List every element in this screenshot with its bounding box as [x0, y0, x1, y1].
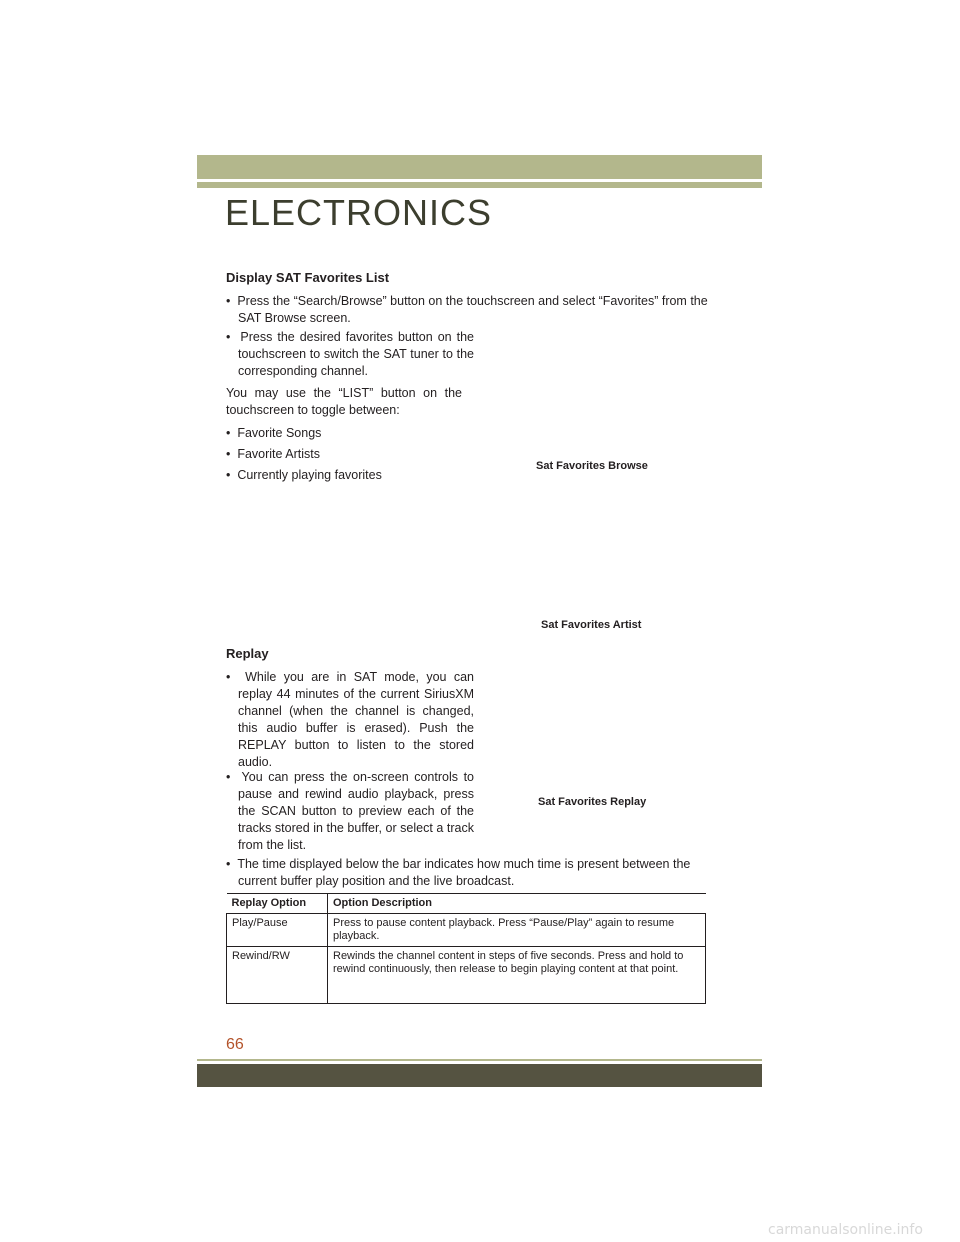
footer-band [197, 1064, 762, 1087]
watermark: carmanualsonline.info [768, 1222, 923, 1238]
replay-heading: Replay [226, 646, 269, 661]
favorites-bullet-2: • Press the desired favorites button on the touchscreen to switch the SAT tuner to the corresponding channel. [226, 329, 474, 380]
table-cell-description: Rewinds the channel content in steps of five seconds. Press and hold to rewind continuously, then release to begin playing content at that point. [328, 947, 706, 1004]
table-row [227, 947, 706, 1004]
replay-bullet-3: • The time displayed below the bar indicates how much time is present between the current buffer play position and the live broadcast. [226, 856, 722, 890]
table-header-row [227, 894, 706, 914]
header-rule [197, 182, 762, 188]
favorites-bullet-1: • Press the “Search/Browse” button on the touchscreen and select “Favorites” from the SAT Browse screen. [226, 293, 722, 327]
footer-rule [197, 1059, 762, 1061]
favorites-intro: You may use the “LIST” button on the touchscreen to toggle between: [226, 386, 462, 417]
page-number: 66 [226, 1036, 244, 1053]
section-title: ELECTRONICS [225, 192, 493, 233]
replay-bullet-2: • You can press the on-screen controls to pause and rewind audio playback, press the SCAN button to preview each of the tracks stored in the buffer, or select a track from the list. [226, 769, 474, 854]
caption-replay: Sat Favorites Replay [538, 796, 647, 808]
table-header-description: Option Description [328, 894, 706, 914]
favorites-list-item: • Currently playing favorites [226, 467, 478, 484]
table-cell-description: Press to pause content playback. Press “Pause/Play” again to resume playback. [328, 914, 706, 947]
table-cell-option: Rewind/RW [227, 947, 328, 1004]
caption-browse: Sat Favorites Browse [536, 460, 648, 472]
replay-bullet-1: • While you are in SAT mode, you can replay 44 minutes of the current SiriusXM channel (when the channel is changed, this audio buffer is erased). Push the REPLAY button to listen to the stored audio. [226, 669, 474, 771]
table-row [227, 914, 706, 947]
table-cell-option: Play/Pause [227, 914, 328, 947]
caption-artist: Sat Favorites Artist [541, 619, 642, 631]
table-header-option: Replay Option [227, 894, 328, 914]
favorites-list-item: • Favorite Artists [226, 446, 478, 463]
replay-options-table [226, 893, 706, 1004]
header-band [197, 155, 762, 179]
favorites-list-item: • Favorite Songs [226, 425, 478, 442]
favorites-heading: Display SAT Favorites List [226, 270, 390, 285]
